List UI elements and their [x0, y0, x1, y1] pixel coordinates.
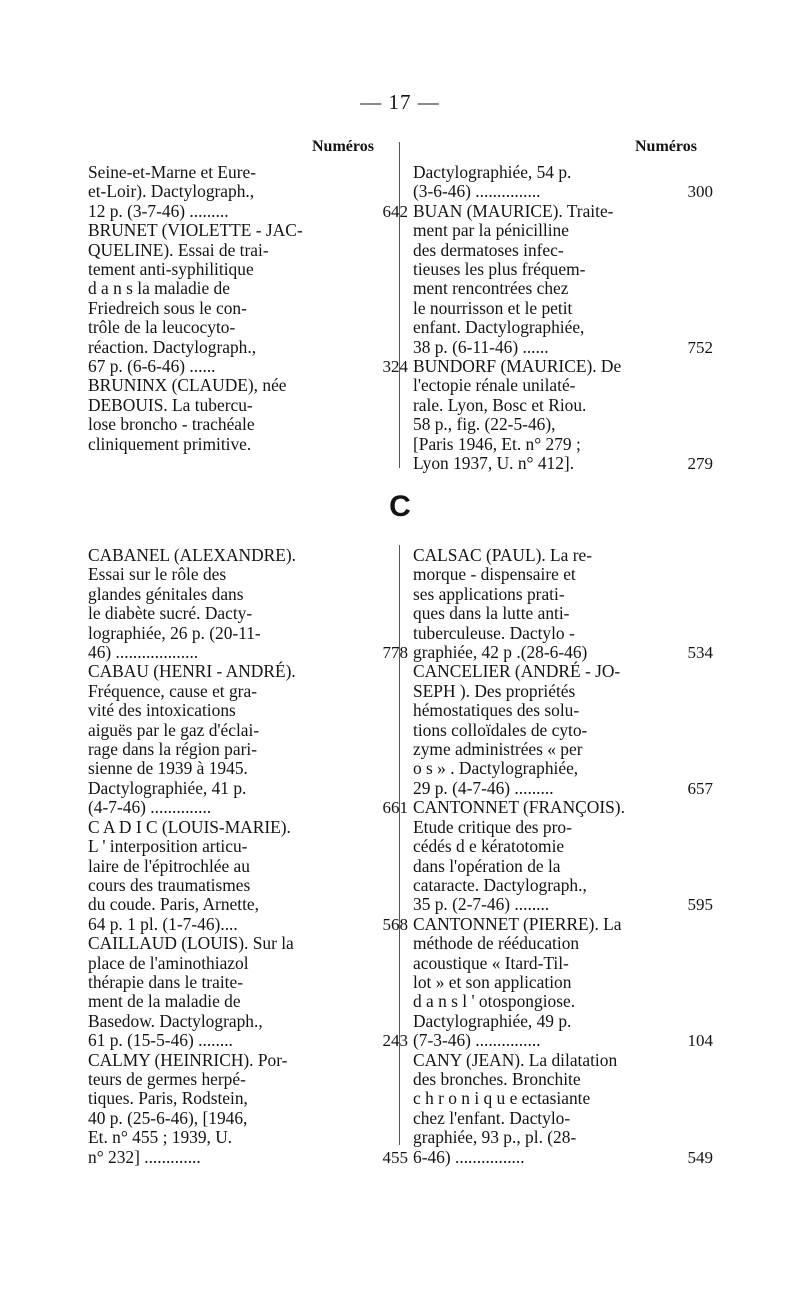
bibliography-entry — [88, 816, 408, 934]
entry-line: morque - dispensaire et — [413, 564, 576, 585]
column-header-left: Numéros — [312, 138, 374, 155]
entry-line: Dactylographiée, 41 p. — [88, 777, 247, 798]
entry-number: 568 — [382, 914, 408, 934]
entry-line: ment de la maladie de — [88, 991, 241, 1012]
bibliography-entry — [413, 797, 713, 915]
entry-line: ment par la pénicilline — [413, 220, 569, 241]
entry-line: ques dans la lutte anti- — [413, 603, 570, 624]
entry-line: des dermatoses infec- — [413, 239, 564, 260]
entry-line: CANTONNET (FRANÇOIS). — [413, 797, 625, 818]
entry-number: 549 — [687, 1147, 713, 1167]
top-right-column — [413, 162, 713, 474]
entry-line: Essai sur le rôle des — [88, 564, 227, 585]
bibliography-entry — [413, 661, 713, 798]
column-header-right: Numéros — [635, 138, 697, 155]
entry-line: graphiée, 93 p., pl. (28- — [413, 1127, 577, 1148]
bibliography-entry — [413, 913, 713, 1051]
entry-line: [Paris 1946, Et. n° 279 ; — [413, 433, 581, 454]
column-divider-bottom — [399, 545, 400, 1145]
entry-line: d a n s la maladie de — [88, 278, 230, 299]
bibliography-entry — [88, 162, 408, 221]
bibliography-entry — [88, 933, 408, 1051]
entry-line: tions colloïdales de cyto- — [413, 719, 588, 740]
top-left-column — [88, 162, 408, 454]
entry-line: CAILLAUD (LOUIS). Sur la — [88, 933, 294, 954]
entry-line: enfant. Dactylographiée, — [413, 317, 585, 338]
entry-line: C A D I C (LOUIS-MARIE). — [88, 816, 291, 837]
entry-line: 64 p. 1 pl. (1-7-46).... — [88, 913, 238, 934]
entry-line: CANY (JEAN). La dilatation — [413, 1049, 618, 1070]
entry-number: 455 — [382, 1147, 408, 1167]
entry-line: graphiée, 42 p .(28-6-46) — [413, 642, 588, 663]
entry-line: cédés d e kératotomie — [413, 836, 565, 857]
entry-line: cours des traumatismes — [88, 874, 251, 895]
entry-line: lographiée, 26 p. (20-11- — [88, 622, 261, 643]
entry-line: tiques. Paris, Rodstein, — [88, 1088, 248, 1109]
entry-line: (7-3-46) ............... — [413, 1030, 541, 1051]
entry-line: vité des intoxications — [88, 700, 236, 721]
entry-number: 642 — [382, 201, 408, 221]
entry-line: Seine-et-Marne et Eure- — [88, 162, 257, 182]
entry-line: glandes génitales dans — [88, 583, 244, 604]
entry-line: (4-7-46) .............. — [88, 797, 212, 818]
entry-line: ses applications prati- — [413, 583, 565, 604]
entry-line: Dactylographiée, 54 p. — [413, 162, 572, 182]
bottom-left-column — [88, 545, 408, 1167]
entry-line: 67 p. (6-6-46) ...... — [88, 356, 216, 377]
entry-line: d a n s l ' otospongiose. — [413, 991, 576, 1012]
entry-number: 657 — [687, 778, 713, 798]
entry-line: SEPH ). Des propriétés — [413, 680, 576, 701]
entry-line: BRUNET (VIOLETTE - JAC- — [88, 220, 303, 241]
entry-number: 661 — [382, 798, 408, 818]
entry-number: 778 — [382, 643, 408, 663]
entry-number: 595 — [687, 895, 713, 915]
entry-line: le nourrisson et le petit — [413, 297, 573, 318]
entry-line: Etude critique des pro- — [413, 816, 572, 837]
entry-line: BUNDORF (MAURICE). De — [413, 356, 622, 377]
entry-line: thérapie dans le traite- — [88, 971, 243, 992]
bibliography-entry — [88, 545, 408, 663]
entry-line: cataracte. Dactylograph., — [413, 874, 587, 895]
bibliography-entry — [413, 1049, 713, 1167]
entry-line: sienne de 1939 à 1945. — [88, 758, 248, 779]
bibliography-entry — [88, 220, 408, 377]
entry-line: zyme administrées « per — [413, 739, 583, 760]
entry-number: 300 — [687, 182, 713, 202]
entry-line: l'ectopie rénale unilaté- — [413, 375, 576, 396]
entry-number: 279 — [687, 454, 713, 474]
entry-line: Fréquence, cause et gra- — [88, 680, 257, 701]
page-number: — 17 — — [360, 90, 440, 114]
entry-line: c h r o n i q u e ectasiante — [413, 1088, 591, 1109]
entry-line: QUELINE). Essai de trai- — [88, 239, 269, 260]
entry-line: DEBOUIS. La tubercu- — [88, 394, 253, 415]
entry-line: tement anti-syphilitique — [88, 259, 254, 280]
entry-line: CANTONNET (PIERRE). La — [413, 913, 622, 934]
entry-line: n° 232] ............. — [88, 1146, 201, 1167]
entry-line: ment rencontrées chez — [413, 278, 569, 299]
entry-line: chez l'enfant. Dactylo- — [413, 1107, 571, 1128]
entry-line: o s » . Dactylographiée, — [413, 758, 579, 779]
entry-line: (3-6-46) ............... — [413, 181, 541, 202]
entry-line: tieuses les plus fréquem- — [413, 259, 586, 280]
entry-line: 38 p. (6-11-46) ...... — [413, 336, 549, 357]
entry-line: du coude. Paris, Arnette, — [88, 894, 259, 915]
entry-line: L ' interposition articu- — [88, 836, 248, 857]
entry-line: acoustique « Itard-Til- — [413, 952, 569, 973]
entry-line: teurs de germes herpé- — [88, 1068, 246, 1089]
entry-line: CALSAC (PAUL). La re- — [413, 545, 593, 565]
entry-line: aiguës par le gaz d'éclai- — [88, 719, 260, 740]
entry-line: des bronches. Bronchite — [413, 1068, 581, 1089]
entry-line: 46) ................... — [88, 642, 199, 663]
entry-line: hémostatiques des solu- — [413, 700, 580, 721]
entry-line: Dactylographiée, 49 p. — [413, 1010, 572, 1031]
entry-line: BRUNINX (CLAUDE), née — [88, 375, 287, 396]
entry-line: CABANEL (ALEXANDRE). — [88, 545, 297, 565]
entry-number: 104 — [687, 1031, 713, 1051]
entry-number: 324 — [382, 357, 408, 377]
bibliography-entry — [88, 1049, 408, 1167]
entry-line: CABAU (HENRI - ANDRÉ). — [88, 661, 296, 682]
entry-line: 6-46) ................ — [413, 1146, 525, 1167]
entry-line: place de l'aminothiazol — [88, 952, 249, 973]
entry-line: 29 p. (4-7-46) ......... — [413, 777, 554, 798]
entry-line: Friedreich sous le con- — [88, 297, 247, 318]
entry-line: trôle de la leucocyto- — [88, 317, 236, 338]
bibliography-entry — [413, 162, 713, 202]
entry-line: cliniquement primitive. — [88, 433, 252, 454]
entry-line: tuberculeuse. Dactylo - — [413, 622, 575, 643]
entry-line: lot » et son application — [413, 971, 572, 992]
entry-line: laire de l'épitrochlée au — [88, 855, 250, 876]
entry-line: CANCELIER (ANDRÉ - JO- — [413, 661, 621, 682]
entry-line: CALMY (HEINRICH). Por- — [88, 1049, 288, 1070]
column-divider-top — [399, 142, 400, 468]
entry-line: 12 p. (3-7-46) ......... — [88, 200, 229, 221]
entry-line: dans l'opération de la — [413, 855, 561, 876]
entry-line: 35 p. (2-7-46) ........ — [413, 894, 550, 915]
entry-line: et-Loir). Dactylograph., — [88, 181, 255, 202]
entry-line: 40 p. (25-6-46), [1946, — [88, 1107, 248, 1128]
bibliography-entry — [88, 376, 360, 454]
bottom-right-column — [413, 545, 713, 1167]
entry-line: Et. n° 455 ; 1939, U. — [88, 1127, 233, 1148]
bibliography-entry — [413, 200, 713, 357]
entry-number: 534 — [687, 643, 713, 663]
entry-line: 58 p., fig. (22-5-46), — [413, 414, 556, 435]
bibliography-entry — [88, 661, 408, 818]
entry-line: lose broncho - trachéale — [88, 414, 255, 435]
bibliography-entry — [413, 356, 713, 474]
entry-line: 61 p. (15-5-46) ........ — [88, 1030, 233, 1051]
entry-line: le diabète sucré. Dacty- — [88, 603, 253, 624]
entry-line: Lyon 1937, U. n° 412]. — [413, 453, 575, 474]
entry-number: 243 — [382, 1031, 408, 1051]
entry-line: méthode de rééducation — [413, 933, 580, 954]
bibliography-entry — [413, 545, 713, 663]
entry-line: rale. Lyon, Bosc et Riou. — [413, 394, 587, 415]
section-letter: C — [389, 490, 411, 523]
entry-line: réaction. Dactylograph., — [88, 336, 257, 357]
entry-line: BUAN (MAURICE). Traite- — [413, 200, 614, 221]
entry-line: Basedow. Dactylograph., — [88, 1010, 263, 1031]
entry-line: rage dans la région pari- — [88, 739, 257, 760]
entry-number: 752 — [687, 337, 713, 357]
